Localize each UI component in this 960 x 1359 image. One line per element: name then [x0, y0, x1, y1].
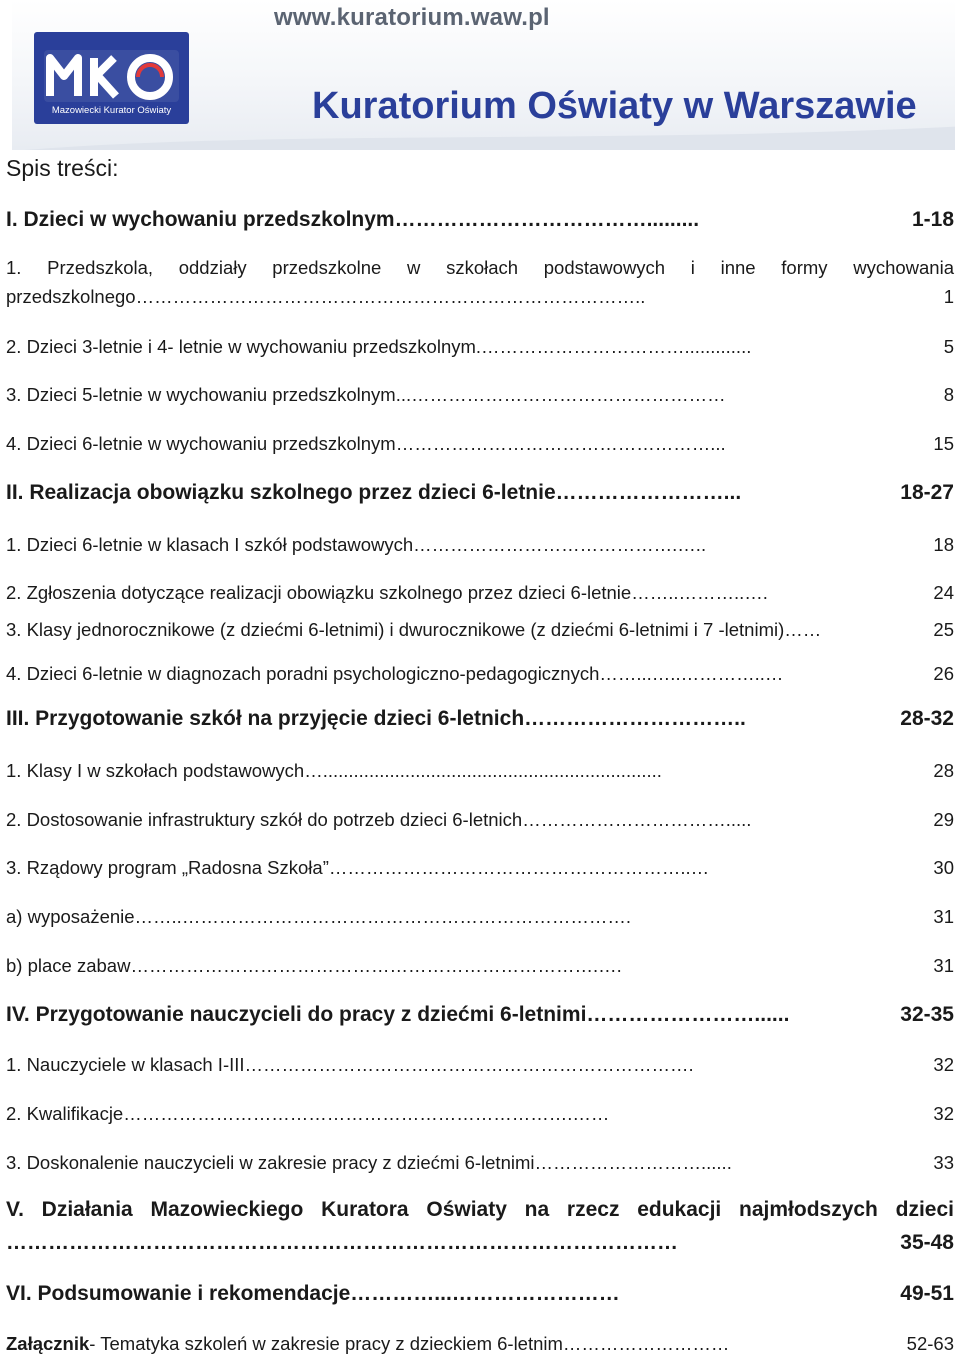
toc-item-2-3[interactable] [6, 619, 954, 641]
toc-leader: ………………………….. [524, 707, 746, 730]
toc-leader: ……………………………………………………………….…… [123, 1103, 610, 1124]
toc-page: 18-27 [900, 481, 954, 504]
toc-item-3-3b[interactable] [6, 955, 954, 977]
toc-item-3-3a[interactable] [6, 906, 954, 928]
header-url[interactable]: www.kuratorium.waw.pl [274, 4, 550, 31]
toc-item-3-3[interactable] [6, 857, 954, 879]
toc-section-5[interactable] [6, 1231, 954, 1255]
toc-page: 25 [933, 619, 954, 640]
toc-leader: ……………………...... [586, 1003, 790, 1026]
toc-title: 3. Rządowy program „Radosna Szkoła” [6, 857, 329, 878]
logo-letters-graphic [42, 46, 181, 104]
toc-page: 29 [933, 809, 954, 830]
toc-leader: …… [784, 619, 822, 640]
toc-title: 1. Klasy I w szkołach podstawowych [6, 760, 305, 781]
toc-page: 31 [933, 906, 954, 927]
toc-page: 28 [933, 760, 954, 781]
toc-page: 35-48 [900, 1231, 954, 1254]
toc-page: 5 [943, 336, 954, 357]
mko-logo [34, 32, 189, 124]
toc-leader: ………………………………………………………………. [244, 1054, 694, 1075]
toc-title: 2. Dostosowanie infrastruktury szkół do potrzeb dzieci 6-letnich [6, 809, 523, 830]
toc-item-4-3[interactable] [6, 1152, 954, 1174]
toc-section-1[interactable] [6, 208, 954, 232]
toc-title: 4. Dzieci 6-letnie w diagnozach poradni psychologiczno-pedagogicznych [6, 663, 600, 684]
toc-leader: …………………………………………………………………………………… [6, 1231, 678, 1254]
toc-item-1-3[interactable] [6, 384, 954, 406]
toc-page: 24 [933, 582, 954, 603]
toc-page: 1-18 [911, 208, 954, 231]
toc-title: 1. Dzieci 6-letnie w klasach I szkół podstawowych [6, 534, 414, 555]
toc-leader: ...…………………………………………… [395, 384, 726, 405]
toc-item-2-1[interactable] [6, 534, 954, 556]
toc-section-4[interactable] [6, 1003, 954, 1027]
toc-item-1-1-line1[interactable]: 1. Przedszkola, oddziały przedszkolne w szkołach podstawowych i inne formy wychowania [6, 257, 954, 278]
toc-page: 30 [933, 857, 954, 878]
toc-page: 28-32 [900, 707, 954, 730]
toc-leader: ……………………………..... [522, 809, 752, 830]
toc-leader: ….................................................................. [304, 760, 662, 781]
toc-page: 31 [933, 955, 954, 976]
toc-page: 18 [933, 534, 954, 555]
toc-title: I. Dzieci w wychowaniu przedszkolnym [6, 208, 395, 231]
toc-title: - Tematyka szkoleń w zakresie pracy z dzieckiem 6-letnim [89, 1333, 563, 1354]
toc-title: 1. Nauczyciele w klasach I-III [6, 1054, 245, 1075]
toc-page: 8 [943, 384, 954, 405]
toc-page: 32 [933, 1054, 954, 1075]
toc-title: b) place zabaw [6, 955, 131, 976]
toc-title: 2. Kwalifikacje [6, 1103, 124, 1124]
toc-title: a) wyposażenie [6, 906, 135, 927]
toc-title: 3. Klasy jednorocznikowe (z dziećmi 6-letnimi) i dwurocznikowe (z dziećmi 6-letnimi i 7 -letnimi) [6, 619, 785, 640]
toc-title: III. Przygotowanie szkół na przyjęcie dzieci 6-letnich [6, 707, 525, 730]
toc-leader: ……………………………………………………………………….. [135, 286, 646, 307]
toc-item-1-2[interactable] [6, 336, 954, 358]
toc-leader: .……………………………............. [475, 336, 752, 357]
toc-leader: ……………………... [555, 481, 742, 504]
toc-leader: …………...…………………… [350, 1282, 620, 1305]
toc-item-3-2[interactable] [6, 809, 954, 831]
toc-title: przedszkolnego [6, 286, 136, 307]
toc-section-6[interactable] [6, 1282, 954, 1306]
toc-page: 1 [943, 286, 954, 307]
toc-page: 32 [933, 1103, 954, 1124]
toc-leader: …………………………………………………..… [328, 857, 710, 878]
toc-leader: ………………………...... [534, 1152, 732, 1173]
toc-page: 15 [933, 433, 954, 454]
toc-heading: Spis treści: [6, 155, 119, 181]
toc-page: 49-51 [900, 1282, 954, 1305]
toc-page: 26 [933, 663, 954, 684]
toc-item-2-4[interactable] [6, 663, 954, 685]
toc-leader: ……………………………………………... [395, 433, 726, 454]
toc-leader: ……...…..…………..… [599, 663, 784, 684]
toc-section-2[interactable] [6, 481, 954, 505]
toc-title: 2. Zgłoszenia dotyczące realizacji obowiązku szkolnego przez dzieci 6-letnie [6, 582, 632, 603]
toc-title: IV. Przygotowanie nauczycieli do pracy z dziećmi 6-letnimi [6, 1003, 587, 1026]
toc-leader: ……..………..…. [631, 582, 768, 603]
toc-appendix[interactable] [6, 1333, 954, 1355]
toc-section-5-line1[interactable]: V. Działania Mazowieckiego Kuratora Oświaty na rzecz edukacji najmłodszych dzieci [6, 1198, 954, 1221]
toc-item-1-1[interactable] [6, 286, 954, 308]
toc-item-2-2[interactable] [6, 582, 954, 604]
toc-title: 4. Dzieci 6-letnie w wychowaniu przedszkolnym [6, 433, 396, 454]
toc-leader: ……..………………………………………………………………. [134, 906, 631, 927]
toc-title: 3. Dzieci 5-letnie w wychowaniu przedszkolnym [6, 384, 396, 405]
toc-leader: ……………………… [562, 1333, 730, 1354]
toc-item-4-2[interactable] [6, 1103, 954, 1125]
toc-leader: ………………………………......... [394, 208, 700, 231]
toc-appendix-label: Załącznik [6, 1333, 90, 1354]
toc-item-3-1[interactable] [6, 760, 954, 782]
toc-page: 52-63 [906, 1333, 954, 1354]
toc-title: II. Realizacja obowiązku szkolnego przez dzieci 6-letnie [6, 481, 556, 504]
toc-section-3[interactable] [6, 707, 954, 731]
toc-item-1-4[interactable] [6, 433, 954, 455]
toc-leader: ………………………………………………………………….…. [130, 955, 622, 976]
header-banner [12, 0, 955, 150]
toc-item-4-1[interactable] [6, 1054, 954, 1076]
header-title: Kuratorium Oświaty w Warszawie [312, 85, 917, 127]
toc-leader: …………………………………….….. [413, 534, 707, 555]
toc-title: VI. Podsumowanie i rekomendacje [6, 1282, 351, 1305]
toc-title: 3. Doskonalenie nauczycieli w zakresie pracy z dziećmi 6-letnimi [6, 1152, 535, 1173]
toc-title: 2. Dzieci 3-letnie i 4- letnie w wychowaniu przedszkolnym [6, 336, 476, 357]
toc-page: 33 [933, 1152, 954, 1173]
logo-subtitle: Mazowiecki Kurator Oświaty [51, 105, 172, 116]
toc-page: 32-35 [900, 1003, 954, 1026]
